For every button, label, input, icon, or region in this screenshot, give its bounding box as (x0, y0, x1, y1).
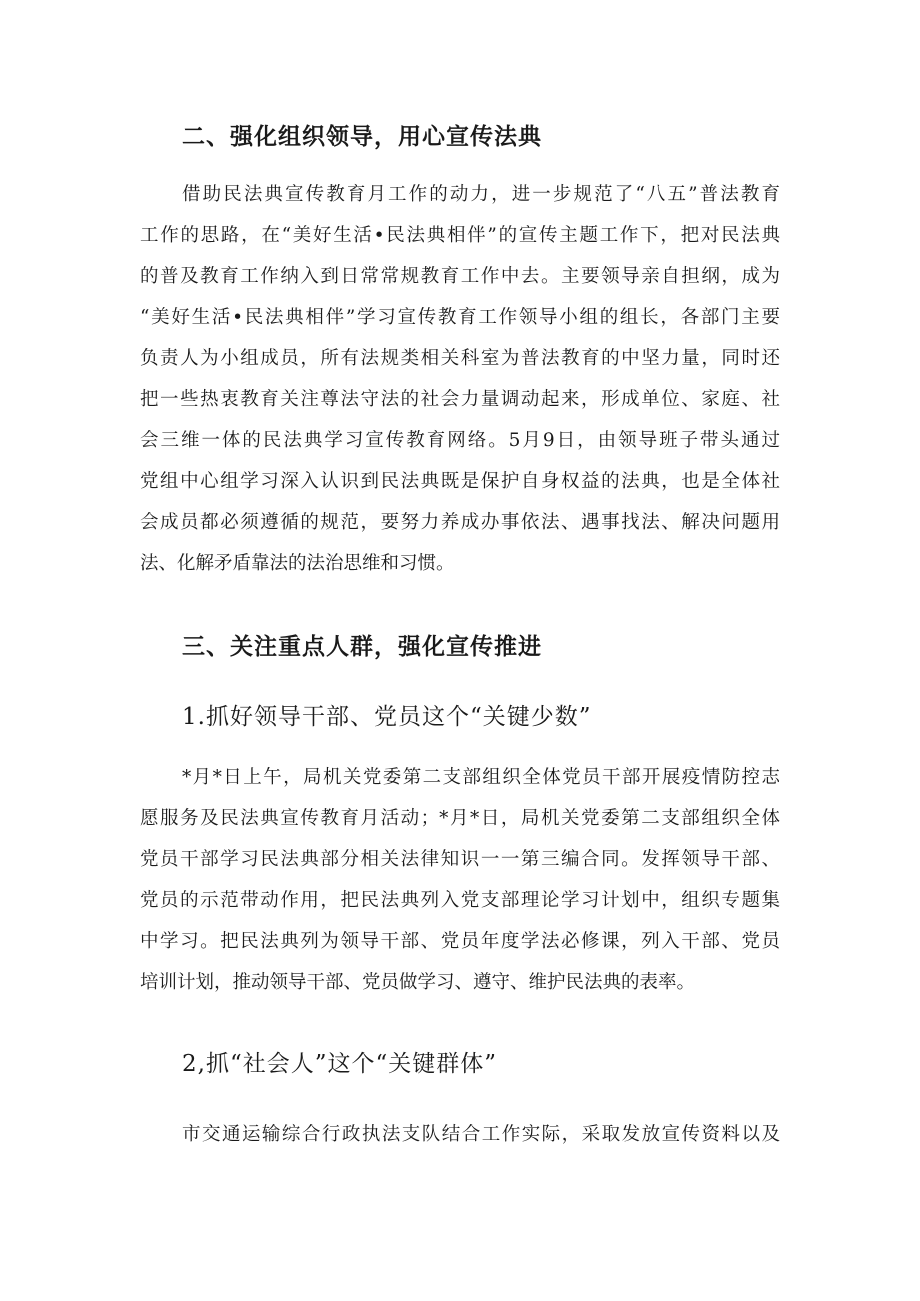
paragraph-line: 借助民法典宣传教育月工作的动力，进一步规范了“八五”普法教育 (182, 184, 780, 205)
item-2-title: 2,抓“社会人”这个“关键群体” (182, 1051, 497, 1077)
paragraph-line: 党组中心组学习深入认识到民法典既是保护自身权益的法典，也是全体社 (140, 471, 780, 492)
paragraph-line: 培训计划，推动领导干部、党员做学习、遵守、维护民法典的表率。 (140, 972, 696, 993)
paragraph-line: 中学习。把民法典列为领导干部、党员年度学法必修课，列入干部、党员 (140, 931, 780, 952)
section-3-heading: 三、关注重点人群，强化宣传推进 (182, 634, 542, 660)
item-1-title: 1.抓好领导干部、党员这个“关键少数” (182, 704, 592, 730)
paragraph-line: 市交通运输综合行政执法支队结合工作实际，采取发放宣传资料以及 (182, 1124, 780, 1145)
paragraph-line: 法、化解矛盾靠法的法治思维和习惯。 (140, 553, 455, 574)
paragraph-line: 的普及教育工作纳入到日常常规教育工作中去。主要领导亲自担纲，成为 (140, 266, 780, 287)
section-2-heading: 二、强化组织领导，用心宣传法典 (182, 124, 542, 150)
paragraph-line: 会三维一体的民法典学习宣传教育网络。5月9日，由领导班子带头通过 (140, 430, 780, 451)
paragraph-line: 会成员都必须遵循的规范，要努力养成办事依法、遇事找法、解决问题用 (140, 512, 780, 533)
paragraph-line: “美好生活•民法典相伴”学习宣传教育工作领导小组的组长，各部门主要 (140, 307, 780, 328)
paragraph-line: 把一些热衷教育关注尊法守法的社会力量调动起来，形成单位、家庭、社 (140, 389, 780, 410)
paragraph-line: 工作的思路，在“美好生活•民法典相伴”的宣传主题工作下，把对民法典 (140, 225, 780, 246)
paragraph-line: 负责人为小组成员，所有法规类相关科室为普法教育的中坚力量，同时还 (140, 348, 780, 369)
paragraph-line: 愿服务及民法典宣传教育月活动；*月*日，局机关党委第二支部组织全体 (140, 808, 780, 829)
paragraph-line: 党员的示范带动作用，把民法典列入党支部理论学习计划中，组织专题集 (140, 890, 780, 911)
paragraph-line: 党员干部学习民法典部分相关法律知识一一第三编合同。发挥领导干部、 (140, 849, 780, 870)
paragraph-line: *月*日上午，局机关党委第二支部组织全体党员干部开展疫情防控志 (182, 767, 780, 788)
